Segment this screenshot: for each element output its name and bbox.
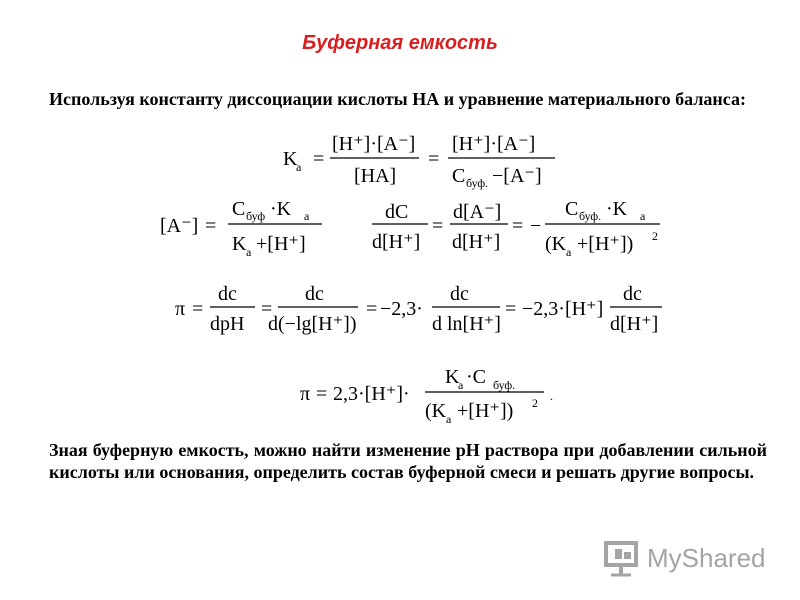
a-subscript: а [566, 245, 572, 259]
c-buf: C [452, 165, 466, 187]
ka-subscript: а [296, 160, 302, 174]
dh-denominator: d[H⁺] [610, 313, 659, 335]
exponent-two: 2 [532, 396, 538, 410]
minus-sign: − [530, 215, 542, 237]
dlg-denominator: d(−lg[H⁺]) [268, 313, 357, 335]
dc-numerator: dc [218, 283, 237, 305]
a-subscript: а [640, 209, 646, 223]
a-subscript: а [458, 378, 464, 392]
ka-term: K [445, 366, 460, 388]
equals-sign: = [432, 215, 444, 237]
formula-derivative [372, 198, 660, 259]
coefficient-23-h: 2,3·[H⁺]· [333, 383, 410, 405]
presentation-board-icon [603, 538, 643, 578]
c-buf: C [232, 198, 246, 220]
buf-subscript: буф. [493, 378, 516, 392]
c-buf: C [565, 198, 579, 220]
myshared-logo [603, 538, 773, 578]
pi-symbol: π [300, 383, 311, 405]
k-term: (K [545, 233, 567, 255]
logo-text: MyShared [647, 543, 766, 573]
a-minus-lhs: [A⁻] [160, 215, 199, 237]
minus-23: −2,3· [380, 298, 423, 320]
numerator-h-a: [H⁺]·[A⁻] [452, 133, 536, 155]
buf-subscript: буф [246, 209, 266, 223]
dh-denominator: d[H⁺] [372, 231, 421, 253]
formula-pi-result [300, 366, 553, 426]
equals-sign: = [316, 383, 328, 405]
equals-sign: = [505, 298, 517, 320]
dc-numerator: dc [450, 283, 469, 305]
intro-text: Используя константу диссоциации кислоты НА и уравнение материального баланса: [49, 89, 746, 109]
minus-23-h: −2,3·[H⁺] [522, 298, 604, 320]
dln-denominator: d ln[H⁺] [432, 313, 501, 335]
equals-sign: = [192, 298, 204, 320]
equals-sign: = [366, 298, 378, 320]
equals-sign: = [313, 148, 325, 170]
dot-c: ·C [466, 366, 486, 388]
equals-sign: = [261, 298, 273, 320]
dc-numerator: dc [623, 283, 642, 305]
formula-ka [283, 133, 555, 190]
buf-subscript: буф. [579, 209, 602, 223]
formula-a-minus [160, 198, 322, 259]
denominator-ha: [HA] [354, 165, 397, 187]
conclusion-text: Зная буферную емкость, можно найти изменение рН раствора при добавлении сильной кислоты или основания, определить состав буферной смеси и решать другие вопросы. [49, 440, 767, 482]
da-numerator: d[A⁻] [453, 201, 502, 223]
k-term: (K [425, 400, 447, 422]
a-subscript: а [446, 412, 452, 426]
dot-k: ·K [606, 198, 628, 220]
buf-subscript: буф. [466, 176, 489, 190]
a-subscript: а [246, 245, 252, 259]
plus-h-sq: +[H⁺]) [577, 233, 634, 255]
exponent-two: 2 [652, 229, 658, 243]
dph-denominator: dpH [210, 313, 245, 335]
ka-symbol: K [283, 148, 298, 170]
equals-sign: = [205, 215, 217, 237]
minus-a: −[A⁻] [492, 165, 542, 187]
pi-symbol: π [175, 298, 186, 320]
equals-sign: = [428, 148, 440, 170]
k-term: K [232, 233, 247, 255]
trailing-dot: . [550, 389, 553, 403]
a-subscript: а [304, 209, 310, 223]
numerator-h-a: [H⁺]·[A⁻] [332, 133, 416, 155]
dot-k: ·K [270, 198, 292, 220]
formula-pi-definition [175, 283, 662, 335]
equals-sign: = [512, 215, 524, 237]
plus-h-sq: +[H⁺]) [457, 400, 514, 422]
dh-denominator: d[H⁺] [452, 231, 501, 253]
slide-title: Буферная емкость [302, 32, 498, 54]
dc-numerator: dc [305, 283, 324, 305]
dc-numerator: dC [385, 201, 409, 223]
plus-h: +[H⁺] [256, 233, 306, 255]
